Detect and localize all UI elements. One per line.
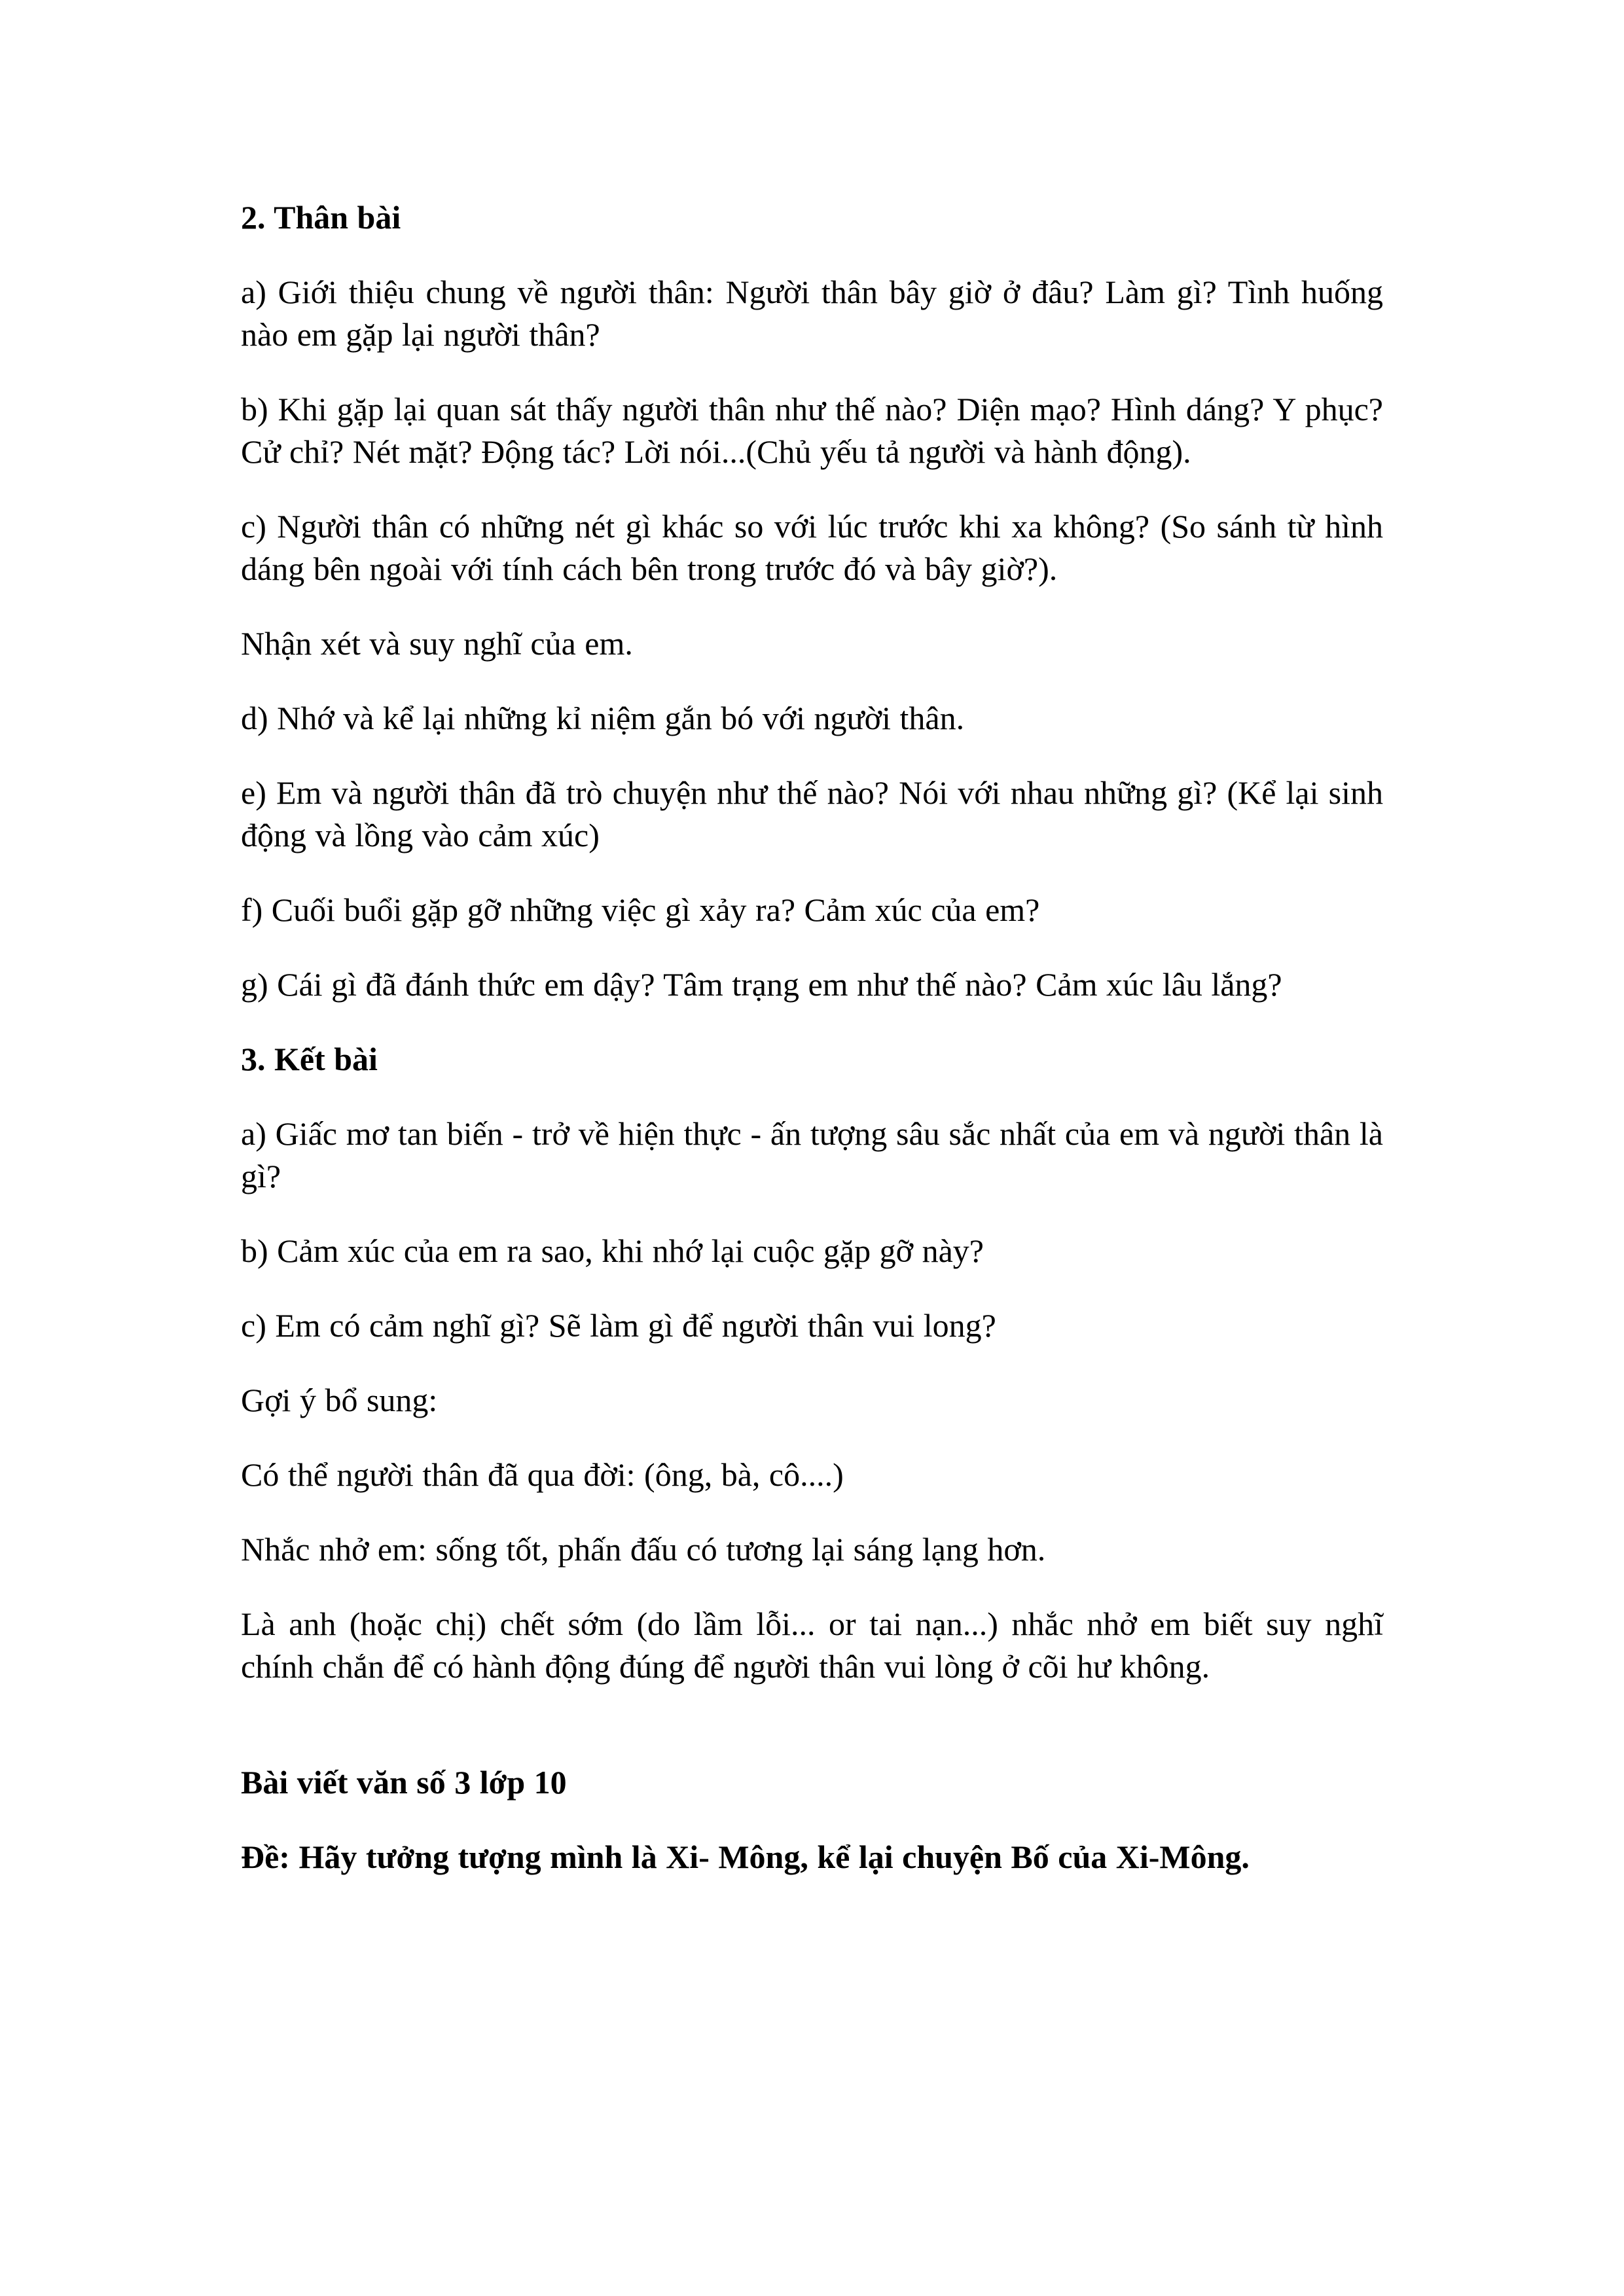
heading-3-ket-bai: 3. Kết bài: [241, 1041, 378, 1077]
de-bai-xi-mong: Đề: Hãy tưởng tượng mình là Xi- Mông, kể lại chuyện Bố của Xi-Mông.: [241, 1839, 1250, 1875]
note-nhac-nho-em: Nhắc nhở em: sống tốt, phấn đấu có tương lại sáng lạng hơn.: [241, 1531, 1046, 1568]
outline-item-e-tro-chuyen: e) Em và người thân đã trò chuyện như thế nào? Nói với nhau những gì? (Kể lại sinh động và lồng vào cảm xúc): [241, 774, 1383, 853]
title-bai-viet-van-so-3: Bài viết văn số 3 lớp 10: [241, 1764, 567, 1801]
outline-item-g-danh-thuc: g) Cái gì đã đánh thức em dậy? Tâm trạng em như thế nào? Cảm xúc lâu lắng?: [241, 966, 1282, 1003]
outline-item-a-giac-mo: a) Giấc mơ tan biến - trở về hiện thực - ấn tượng sâu sắc nhất của em và người thân là gì?: [241, 1115, 1383, 1194]
outline-item-f-cuoi-buoi: f) Cuối buổi gặp gỡ những việc gì xảy ra? Cảm xúc của em?: [241, 891, 1040, 928]
note-la-anh-hoac-chi: Là anh (hoặc chị) chết sớm (do lầm lỗi... or tai nạn...) nhắc nhở em biết suy nghĩ chính chắn để có hành động đúng để người thân vui lòng ở cõi hư không.: [241, 1605, 1383, 1685]
outline-item-b-khi-gap-lai: b) Khi gặp lại quan sát thấy người thân như thế nào? Diện mạo? Hình dáng? Y phục? Cử chỉ? Nét mặt? Động tác? Lời nói...(Chủ yếu tả người và hành động).: [241, 391, 1383, 470]
outline-item-b-cam-xuc: b) Cảm xúc của em ra sao, khi nhớ lại cuộc gặp gỡ này?: [241, 1232, 984, 1269]
heading-2-than-bai: 2. Thân bài: [241, 199, 401, 236]
outline-item-d-ki-niem: d) Nhớ và kể lại những kỉ niệm gắn bó với người thân.: [241, 700, 965, 736]
outline-item-c-nguoi-than-net-khac: c) Người thân có những nét gì khác so với lúc trước khi xa không? (So sánh từ hình dáng bên ngoài với tính cách bên trong trước đó và bây giờ?).: [241, 508, 1383, 587]
outline-item-a-gioi-thieu: a) Giới thiệu chung về người thân: Người thân bây giờ ở đâu? Làm gì? Tình huống nào em gặp lại người thân?: [241, 274, 1383, 353]
note-nhan-xet-suy-nghi: Nhận xét và suy nghĩ của em.: [241, 625, 633, 662]
outline-item-c-cam-nghi: c) Em có cảm nghĩ gì? Sẽ làm gì để người thân vui long?: [241, 1307, 996, 1344]
note-nguoi-than-qua-doi: Có thể người thân đã qua đời: (ông, bà, cô....): [241, 1456, 844, 1493]
note-goi-y-bo-sung: Gợi ý bổ sung:: [241, 1382, 438, 1418]
